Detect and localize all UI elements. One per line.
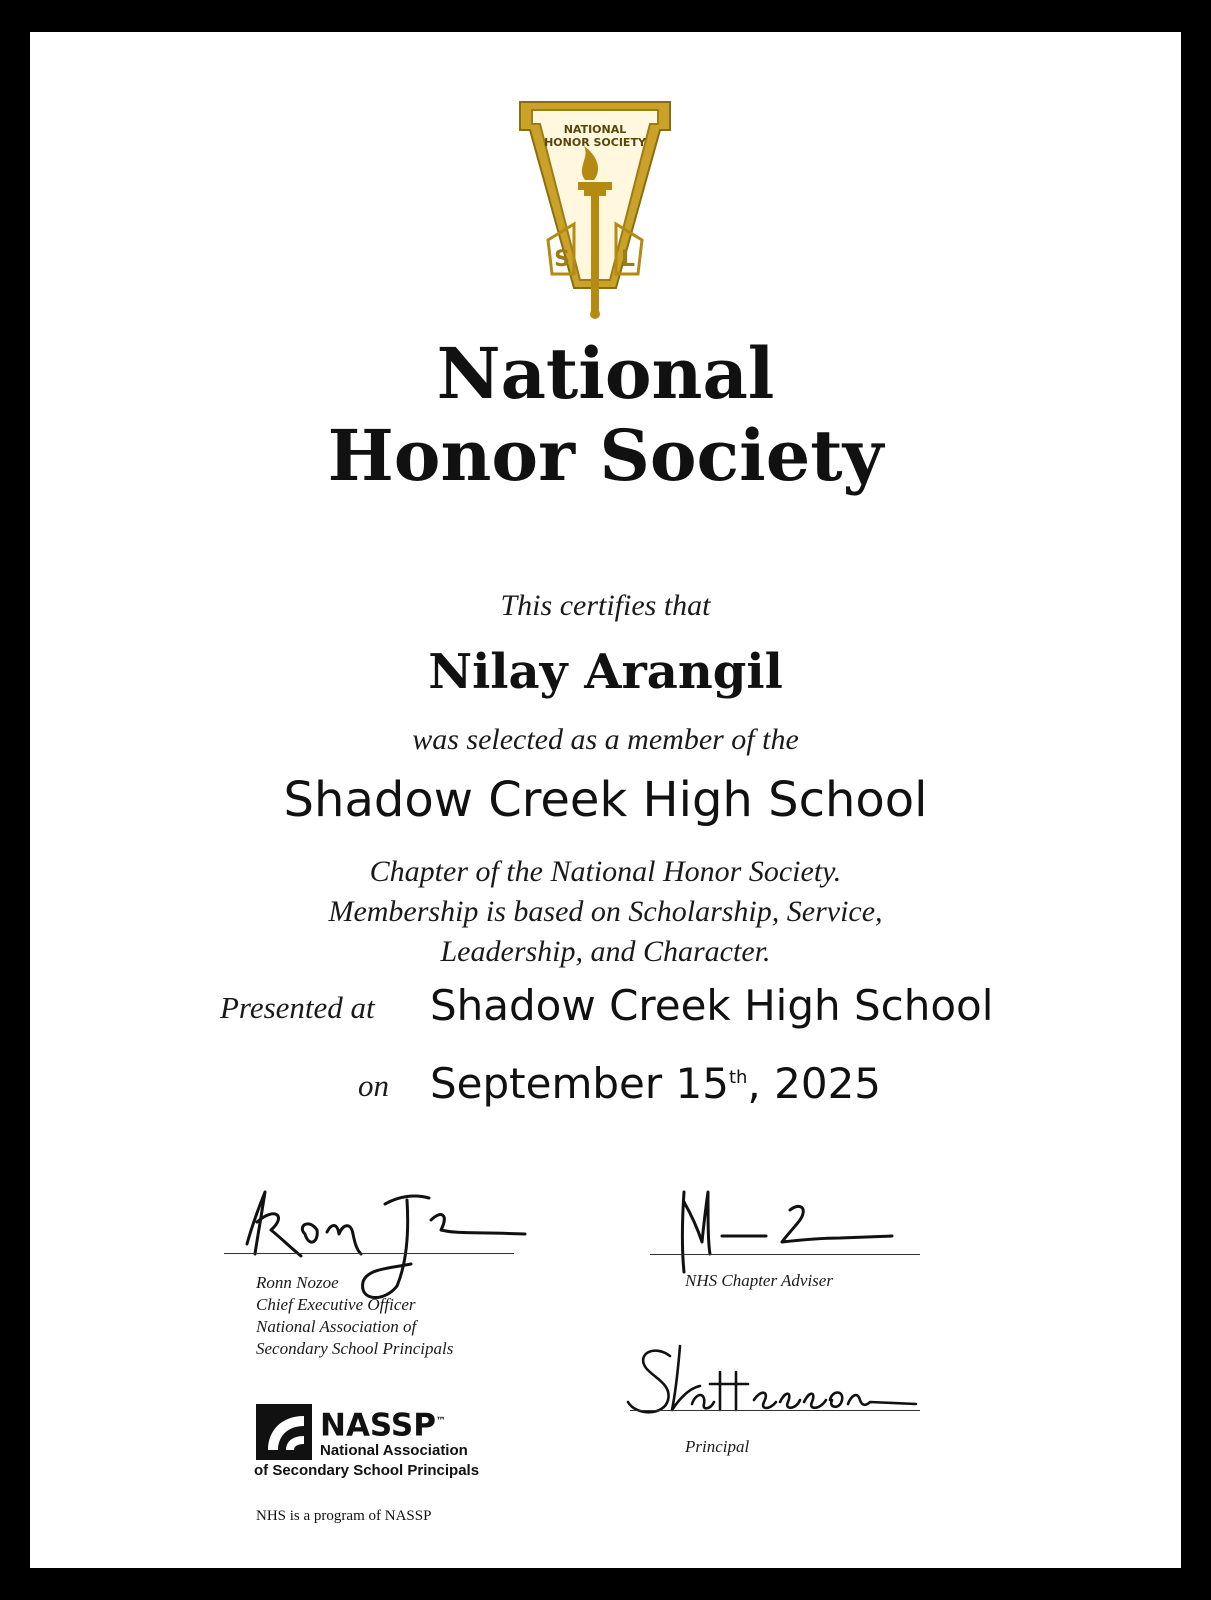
nhs-emblem [510,100,680,326]
ceo-name: Ronn Nozoe [256,1273,339,1292]
date-suffix: th [728,1067,748,1088]
presented-at-label: Presented at [220,990,375,1025]
ceo-org-line2: Secondary School Principals [256,1339,454,1358]
date-year: , 2025 [747,1059,882,1108]
nassp-name-line2: of Secondary School Principals [254,1462,480,1479]
certificate-title-line1: National [436,332,775,415]
nassp-wordmark [320,1404,446,1443]
emblem-letter-s: S [554,247,570,272]
adviser-signature [640,1182,900,1282]
nassp-name-line1: National Association [320,1442,468,1459]
footer-note: NHS is a program of NASSP [256,1508,432,1524]
chapter-school-name: Shadow Creek High School [283,772,928,828]
ceo-signature-line [224,1253,514,1254]
principal-signature [620,1340,920,1430]
ceo-title: Chief Executive Officer [256,1295,416,1314]
nassp-trademark: ™ [435,1416,446,1427]
date-label: on [358,1068,389,1103]
adviser-title: NHS Chapter Adviser [685,1271,833,1290]
certificate-paper [30,32,1181,1568]
selected-text: was selected as a member of the [412,723,799,756]
certifies-text: This certifies that [500,589,711,622]
description-line3: Leadership, and Character. [440,935,771,968]
emblem-letter-l: L [620,247,636,272]
principal-signature-line [630,1410,920,1411]
nassp-logo [254,1402,504,1492]
recipient-name: Nilay Arangil [428,644,783,700]
description-line2: Membership is based on Scholarship, Service, [328,895,883,928]
adviser-signature-line [650,1254,920,1255]
nhs-torch-keystone-icon [510,100,680,326]
emblem-text-honor-society: HONOR SOCIETY [544,136,646,149]
description-line1: Chapter of the National Honor Society. [369,855,842,888]
date-month-day: September 15 [430,1059,729,1108]
principal-title: Principal [685,1437,750,1456]
emblem-text-national: NATIONAL [563,123,627,136]
ceo-org-line1: National Association of [256,1317,417,1336]
certificate-title-line2: Honor Society [327,414,884,497]
nassp-wordmark-text: NASSP [320,1407,436,1444]
presentation-date [430,1058,881,1110]
nassp-logo-icon [254,1402,314,1462]
presented-at-school: Shadow Creek High School [430,981,994,1030]
